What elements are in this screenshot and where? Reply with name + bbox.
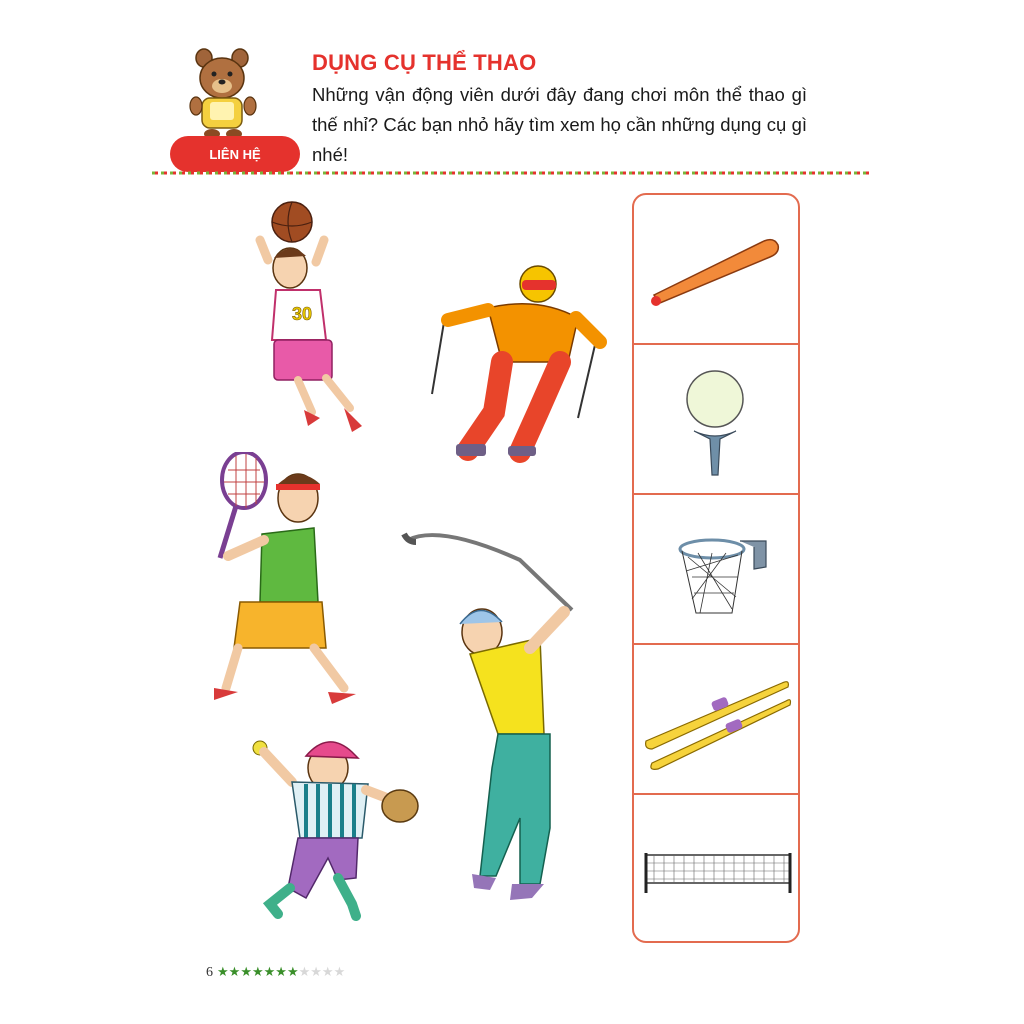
jersey-number: 30 bbox=[292, 304, 313, 324]
basketball-hoop-icon bbox=[678, 537, 774, 621]
section-badge: LIÊN HỆ bbox=[170, 136, 300, 172]
star-icon: ★ bbox=[333, 964, 346, 979]
skis-icon bbox=[642, 675, 792, 771]
rating-stars bbox=[217, 965, 345, 981]
star-icon: ★ bbox=[321, 964, 334, 979]
page-number: 6 bbox=[206, 965, 213, 980]
bear-mascot-icon bbox=[188, 44, 260, 140]
star-icon: ★ bbox=[286, 964, 299, 979]
golfer-icon bbox=[400, 528, 590, 910]
tools-panel bbox=[632, 193, 800, 943]
tool-cell-golf-ball[interactable] bbox=[634, 345, 798, 495]
page-footer bbox=[206, 965, 345, 981]
skier-icon bbox=[428, 262, 618, 467]
star-icon: ★ bbox=[275, 964, 287, 979]
tennis-net-icon bbox=[642, 851, 792, 897]
basketball-player-icon bbox=[240, 200, 380, 440]
tool-cell-tennis-net[interactable] bbox=[634, 795, 798, 945]
tool-cell-baseball-bat[interactable] bbox=[634, 195, 798, 345]
tennis-player-icon bbox=[210, 452, 360, 710]
baseball-player-icon bbox=[248, 728, 420, 924]
dashed-divider bbox=[152, 162, 872, 166]
page-title: DỤNG CỤ THỂ THAO bbox=[312, 50, 537, 75]
intro-text: Những vận động viên dưới đây đang chơi môn thể thao gì thế nhỉ? Các bạn nhỏ hãy tìm xem họ cần những dụng cụ gì nhé! bbox=[312, 84, 807, 165]
tool-cell-basketball-hoop[interactable] bbox=[634, 495, 798, 645]
baseball-bat-icon bbox=[654, 240, 778, 303]
star-icon: ★ bbox=[251, 964, 264, 979]
star-icon: ★ bbox=[263, 964, 276, 979]
tool-cell-skis[interactable] bbox=[634, 645, 798, 795]
star-icon: ★ bbox=[298, 964, 311, 979]
star-icon: ★ bbox=[310, 964, 322, 979]
star-icon: ★ bbox=[228, 964, 241, 979]
star-icon: ★ bbox=[217, 964, 229, 979]
golf-ball-icon bbox=[680, 369, 750, 479]
star-icon: ★ bbox=[240, 964, 252, 979]
